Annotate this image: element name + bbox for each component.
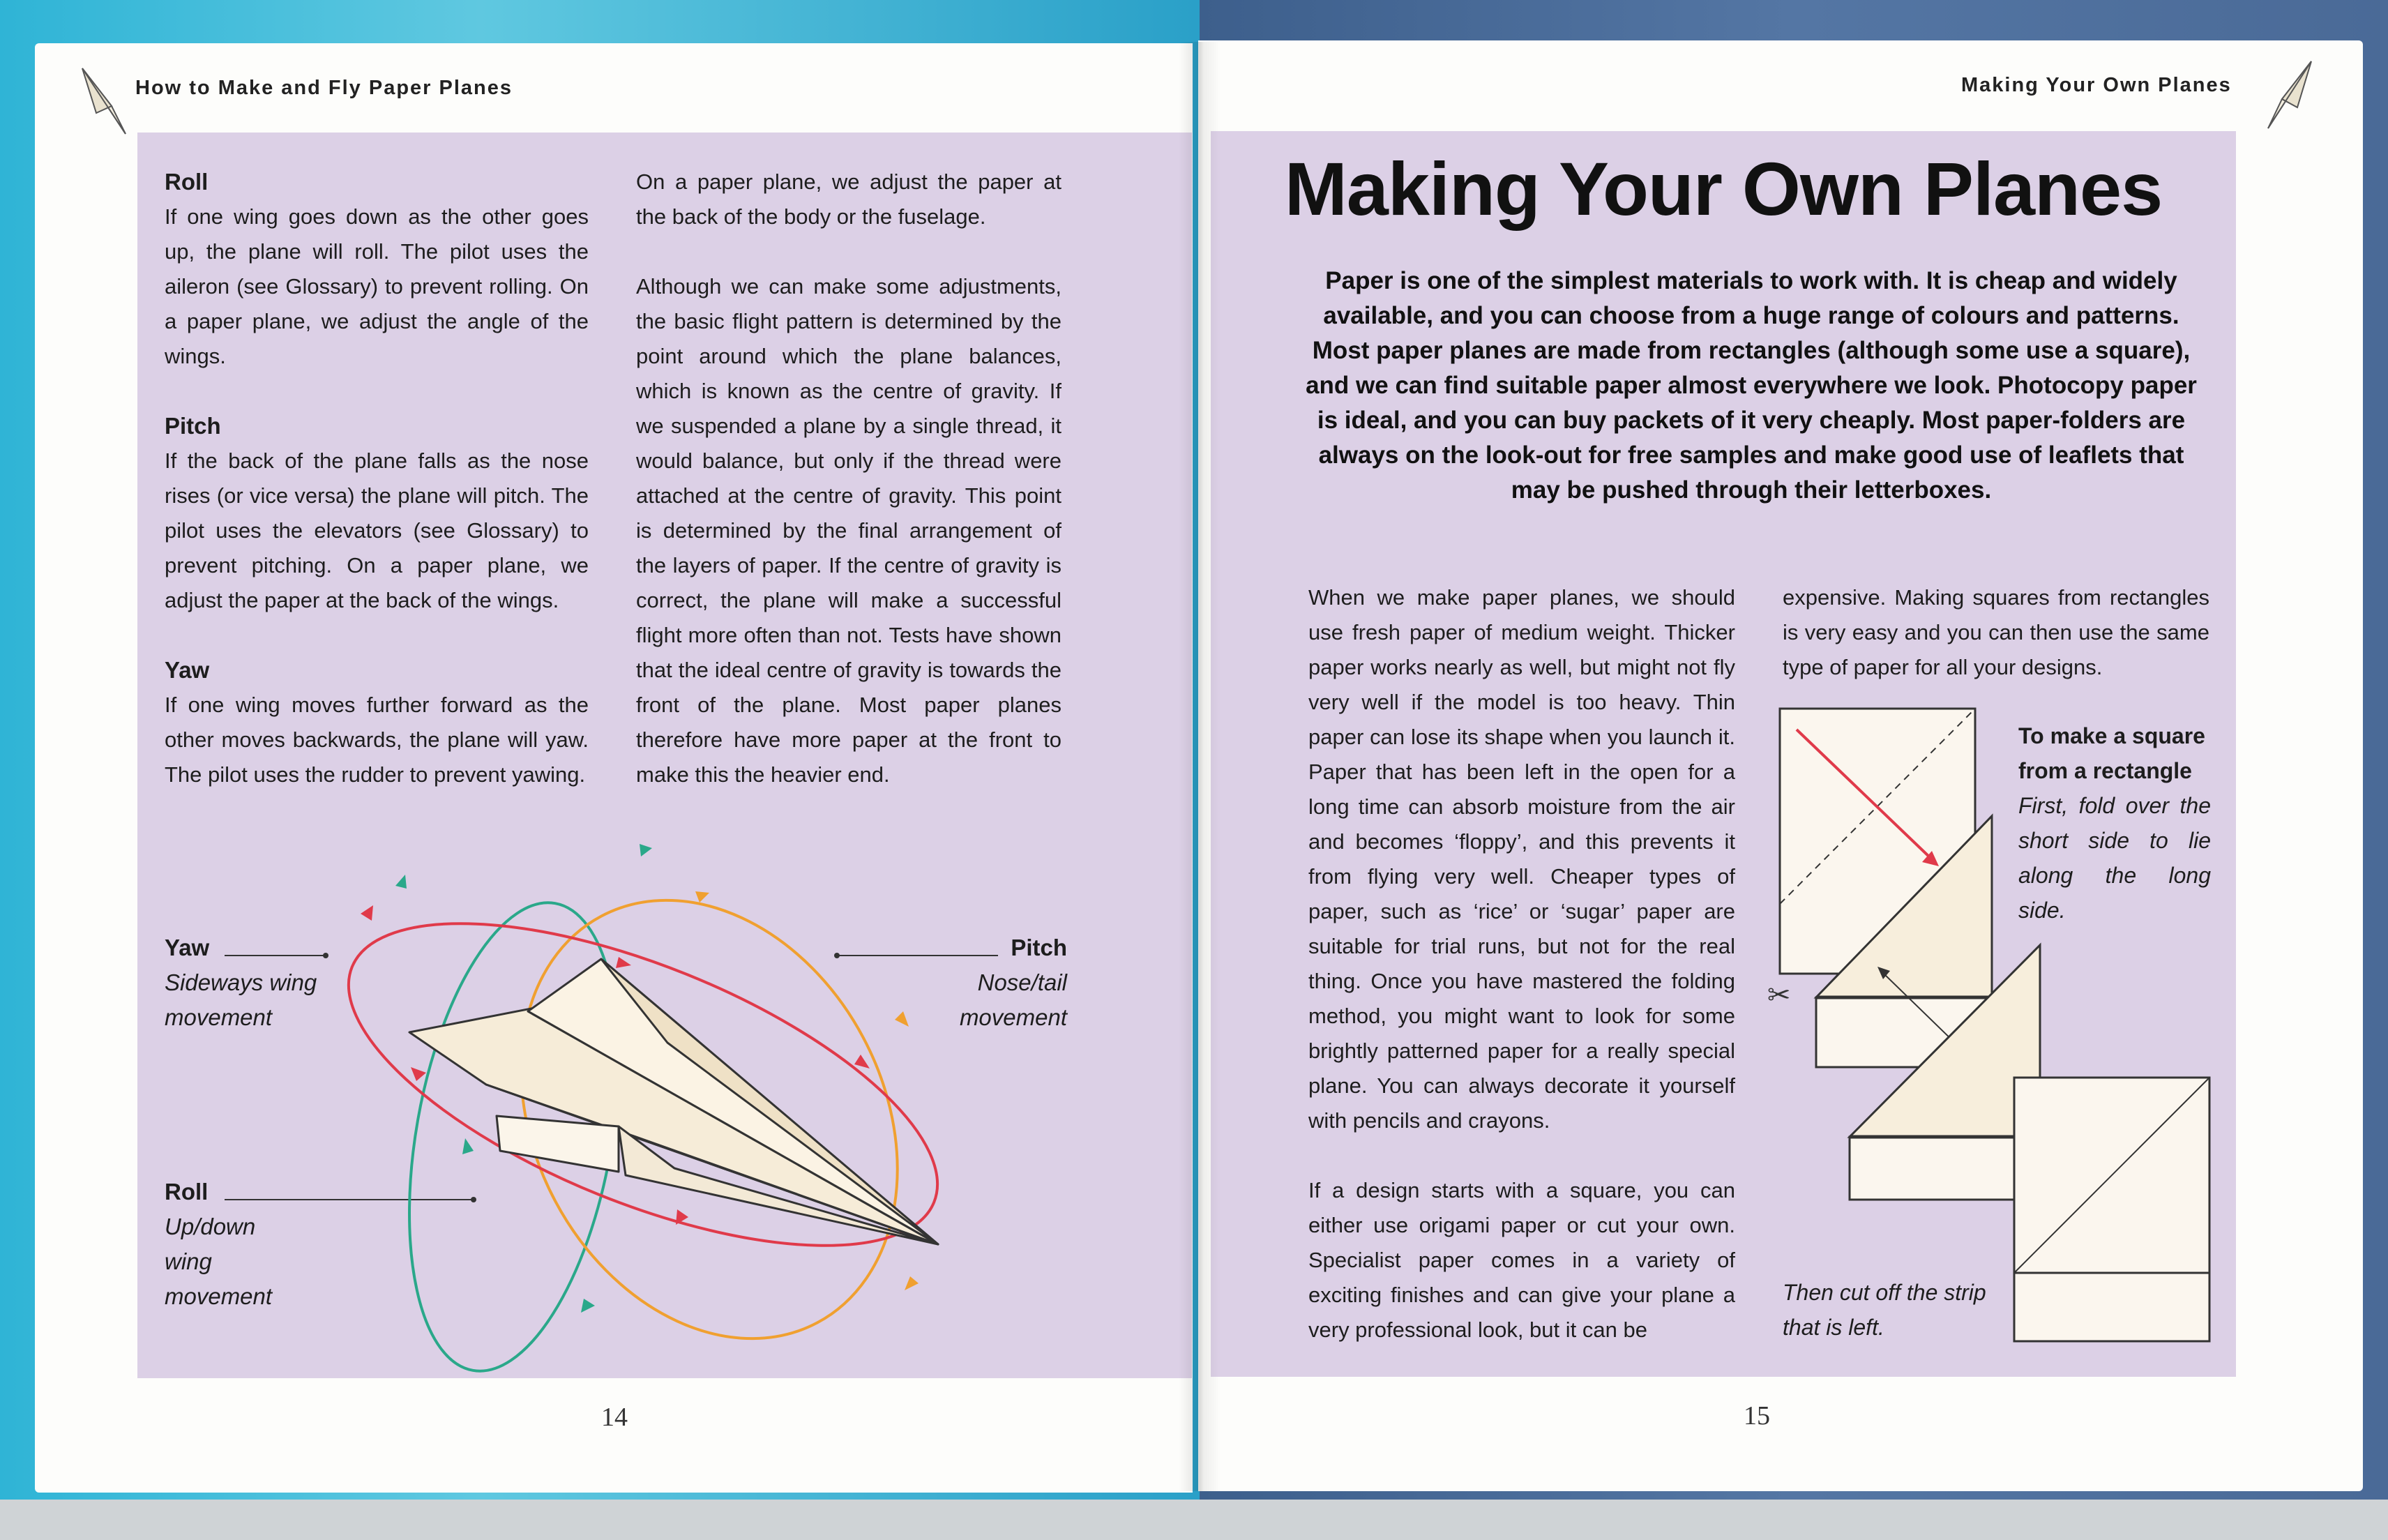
paper-plane-icon-right bbox=[2247, 59, 2317, 135]
roll-section bbox=[165, 165, 589, 374]
squares-from-rectangles-paragraph: expensive. Making squares from rectangles is very easy and you can then use the same type of paper for all your designs. bbox=[1783, 585, 2209, 679]
left-column-1 bbox=[165, 165, 589, 827]
pitch-section bbox=[165, 409, 589, 618]
cut-caption-text: Then cut off the strip that is left. bbox=[1783, 1280, 1986, 1340]
right-page-number: 15 bbox=[1744, 1401, 1770, 1430]
right-column-2 bbox=[1783, 580, 2209, 720]
yaw-text: If one wing moves further forward as the other moves backwards, the plane will yaw. The pilot uses the rudder to prevent yawing. bbox=[165, 693, 589, 787]
left-page-number: 14 bbox=[601, 1403, 628, 1432]
fuselage-paragraph: On a paper plane, we adjust the paper at the back of the body or the fuselage. bbox=[636, 169, 1061, 229]
roll-label-title: Roll bbox=[165, 1179, 209, 1205]
roll-heading: Roll bbox=[165, 169, 209, 195]
pitch-label-subtitle: Nose/tail movement bbox=[959, 969, 1067, 1030]
scan-background bbox=[0, 1500, 2388, 1540]
roll-label bbox=[165, 1175, 283, 1314]
yaw-label bbox=[165, 930, 346, 1035]
yaw-section bbox=[165, 653, 589, 792]
pitch-heading: Pitch bbox=[165, 413, 221, 439]
page-title: Making Your Own Planes bbox=[1284, 146, 2163, 231]
intro-paragraph: Paper is one of the simplest materials to work with. It is cheap and widely available, and you can choose from a huge range of colours and patterns. Most paper planes are made from rectangles (although some use a square), and we can find suitable paper almost everywhere we look. Photocopy paper is ideal, and you can buy packets of it very cheaply. Most paper-folders are always on the look-out for free samples and make good use of leaflets that may be pushed through their letterboxes. bbox=[1306, 267, 2197, 504]
paper-weight-paragraph: When we make paper planes, we should use fresh paper of medium weight. Thicker paper works nearly as well, but might not fly very well if the model is too heavy. Thin paper can lose its shape when you launch it. Paper that has been left in the open for a long time can absorb moisture from the air and becomes ‘floppy’, and this prevents it from flying very well. Cheaper types of paper, such as ‘rice’ or ‘sugar’ paper are suitable for trial runs, but not for the real thing. Once you have mastered the folding method, you might want to look for some brightly patterned paper for a really special plane. You can always decorate it yourself with pencils and crayons. bbox=[1308, 585, 1735, 1133]
square-caption-title: To make a square from a rectangle bbox=[2018, 723, 2205, 783]
flight-axes-diagram bbox=[137, 802, 1192, 1374]
pitch-label bbox=[949, 930, 1067, 1035]
right-column-1 bbox=[1308, 580, 1735, 1382]
pitch-text: If the back of the plane falls as the nose rises (or vice versa) the plane will pitch. The pilot uses the elevators (see Glossary) to prevent pitching. On a paper plane, we adjust the paper at the back of the wings. bbox=[165, 448, 589, 612]
pitch-label-title: Pitch bbox=[1011, 935, 1067, 960]
left-running-head: How to Make and Fly Paper Planes bbox=[135, 77, 513, 99]
scissors-icon: ✂ bbox=[1767, 980, 1791, 1011]
yaw-heading: Yaw bbox=[165, 657, 210, 683]
square-caption-text: First, fold over the short side to lie along the long side. bbox=[2018, 793, 2211, 923]
centre-of-gravity-paragraph: Although we can make some adjustments, the basic flight pattern is determined by the point around which the plane balances, which is known as the centre of gravity. If we suspended a plane by a single thread, it would balance, but only if the thread were attached at the centre of gravity. This point is determined by the final arrangement of the layers of paper. If the centre of gravity is correct, the plane will make a successful flight more often than not. Tests have shown that the ideal centre of gravity is towards the front of the plane. Most paper planes therefore have more paper at the front to make this the heavier end. bbox=[636, 274, 1061, 787]
waste-strip bbox=[2014, 1273, 2209, 1341]
square-caption bbox=[2018, 718, 2211, 928]
right-running-head: Making Your Own Planes bbox=[1961, 74, 2232, 96]
cut-caption bbox=[1783, 1275, 2003, 1345]
yaw-label-subtitle: Sideways wing movement bbox=[165, 969, 317, 1030]
yaw-label-title: Yaw bbox=[165, 935, 210, 960]
cut-strip bbox=[1850, 1137, 2040, 1200]
roll-text: If one wing goes down as the other goes up, the plane will roll. The pilot uses the aileron (see Glossary) to prevent rolling. On a paper plane, we adjust the angle of the wings. bbox=[165, 204, 589, 368]
roll-label-subtitle: Up/down wing movement bbox=[165, 1214, 273, 1309]
paper-plane-icon-left bbox=[77, 64, 146, 141]
left-column-2 bbox=[636, 165, 1061, 827]
square-paper-paragraph: If a design starts with a square, you can either use origami paper or cut your own. Specialist paper comes in a variety of exciting finishes and can give your plane a very professional look, but it can be bbox=[1308, 1178, 1735, 1342]
paper-plane-illustration bbox=[409, 959, 938, 1244]
